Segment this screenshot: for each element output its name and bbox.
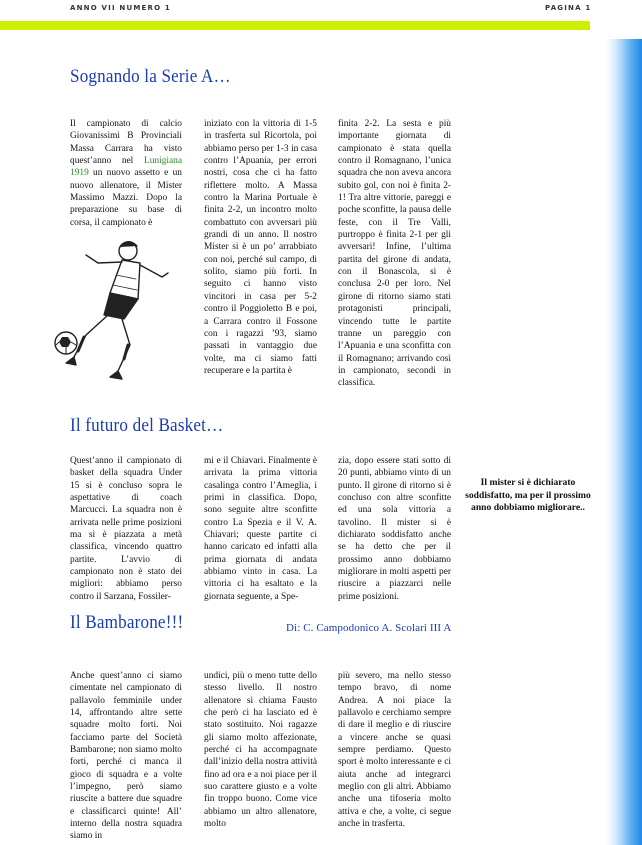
article-title-volley: Il Bambarone!!! [70, 612, 184, 633]
football-ball-icon [55, 332, 77, 354]
volley-column-2: undici, più o meno tutte dello stesso livello. Il nostro allenatore si chiama Fausto che però ci ha lasciato ed è stato sostituito. Noi ragazze gli siamo molto affezionate, perché ci ha accompagnate dall’inizio della nostra attività fino ad ora e a noi piace per il suo carattere giusto e a volte fin troppo buono. Come vice abbiamo un altro allenatore, molto [204, 671, 317, 830]
football-col1-text-a: Il campionato di calcio Giovanissimi B Provinciali Massa Carrara ha visto quest’anno nel [70, 119, 182, 167]
pull-quote: Il mister si è dichiarato soddisfatto, ma per il prossimo anno dobbiamo migliorare.. [465, 477, 591, 513]
football-column-1 [70, 118, 182, 229]
basket-column-1: Quest’anno il campionato di basket della squadra Under 15 si è concluso sopra le aspettative di coach Marcucci. La squadra non è arrivata nelle prime posizioni ma si è piazzata a metà classifica, vincendo quattro partite. L’avvio di campionato non è stato dei migliori: abbiamo perso contro il Sarzana, Fossiler- [70, 456, 182, 602]
page-number: PAGINA 1 [545, 4, 592, 12]
football-player-illustration [52, 233, 177, 383]
football-column-2: iniziato con la vittoria di 1-5 in trasferta sul Ricortola, poi abbiamo perso per 1-3 in casa contro l’Apuania, per errori nostri, cosa che ci ha fatto riflettere molto. A Massa contro la Marina Portuale è finita 2-2, un incontro molto combattuto con avversari più grandi di un anno. Il nostro Mister si è un po’ arrabbiato con noi, perché sul campo, di solito, siamo più forti. In seguito ci hanno visto vincitori in casa per 5-2 contro il Poggioletto B e poi, a Carrara contro il Fossone con i ragazzi ’93, siamo passati in vantaggio due volte, ma ci siamo fatti recuperare e la partita è [204, 119, 317, 376]
football-col1-text-b: un nuovo assetto e un nuovo allenatore, il Mister Massimo Mazzi. Dopo la preparazione su base di corsa, il campionato è [70, 168, 182, 228]
article-title-basket: Il futuro del Basket… [70, 415, 224, 436]
issue-header: ANNO VII NUMERO 1 [70, 4, 171, 12]
header-rule [0, 21, 590, 30]
basket-column-3: zia, dopo essere stati sotto di 20 punti, abbiamo vinto di un punto. Il girone di ritorno si è concluso con altre sconfitte ed una sola vittoria a tavolino. Il mister si è dichiarato soddisfatto anche se ha detto che per il prossimo anno dobbiamo migliorare in molti aspetti per riuscire a piazzarci nelle prime posizioni. [338, 456, 451, 602]
side-gradient-bar [606, 39, 642, 845]
football-column-3: finita 2-2. La sesta e più importante giornata di campionato è stata quella contro il Romagnano, l’unica squadra che non aveva ancora subito gol, con noi è finita 2-1! Tra altre vittorie, pareggi e poche sconfitte, la pausa delle feste, con il Tre Valli, purtroppo è finita 2-1 per gli avversari! Infine, l’ultima partita del girone di andata, con il Bonascola, si è conclusa 2-0 per loro. Nel girone di ritorno siamo stati protagonisti principali, vincendo tutte le partite tranne un pareggio con l’Apuania e una sconfitta con il Romagnano; arrivando così in campionato, secondi in classifica. [338, 119, 451, 389]
article-title-football: Sognando la Serie A… [70, 66, 231, 87]
volley-column-3: più severo, ma nello stesso tempo bravo, di nome Andrea. A noi piace la pallavolo e cerchiamo sempre di dare il meglio e di riuscire a vincere anche se quasi sempre perdiamo. Questo sport è molto interessante e ci aiuta anche ad integrarci meglio con gli altri. Abbiamo anche una tifoseria molto attiva e che, a volte, ci segue anche in trasferta. [338, 671, 451, 830]
volley-column-1: Anche quest’anno ci siamo cimentate nel campionato di pallavolo femminile under 14, affrontando altre sette squadre molto forti. Noi facciamo parte del Società Bambarone; non siamo molto forti, perché ci manca il gioco di squadra e a volte l’impegno, però siamo riuscite a battere due squadre e classificarci quinte! All’ interno della nostra squadra siamo in [70, 671, 182, 842]
basket-column-2: mi e il Chiavari. Finalmente è arrivata la prima vittoria casalinga contro l’Ameglia, i primi in classifica. Dopo, sono seguite altre sconfitte contro La Spezia e il V. A. Chiavari; queste partite ci hanno caricato ed infatti alla prima giornata di andata abbiamo vinto in casa. La vittoria ci ha esaltato e la giornata seguente, a Spe- [204, 456, 317, 602]
article-byline: Di: C. Campodonico A. Scolari III A [286, 622, 452, 634]
team-name-highlight: Lunigiana 1919 [70, 156, 182, 179]
